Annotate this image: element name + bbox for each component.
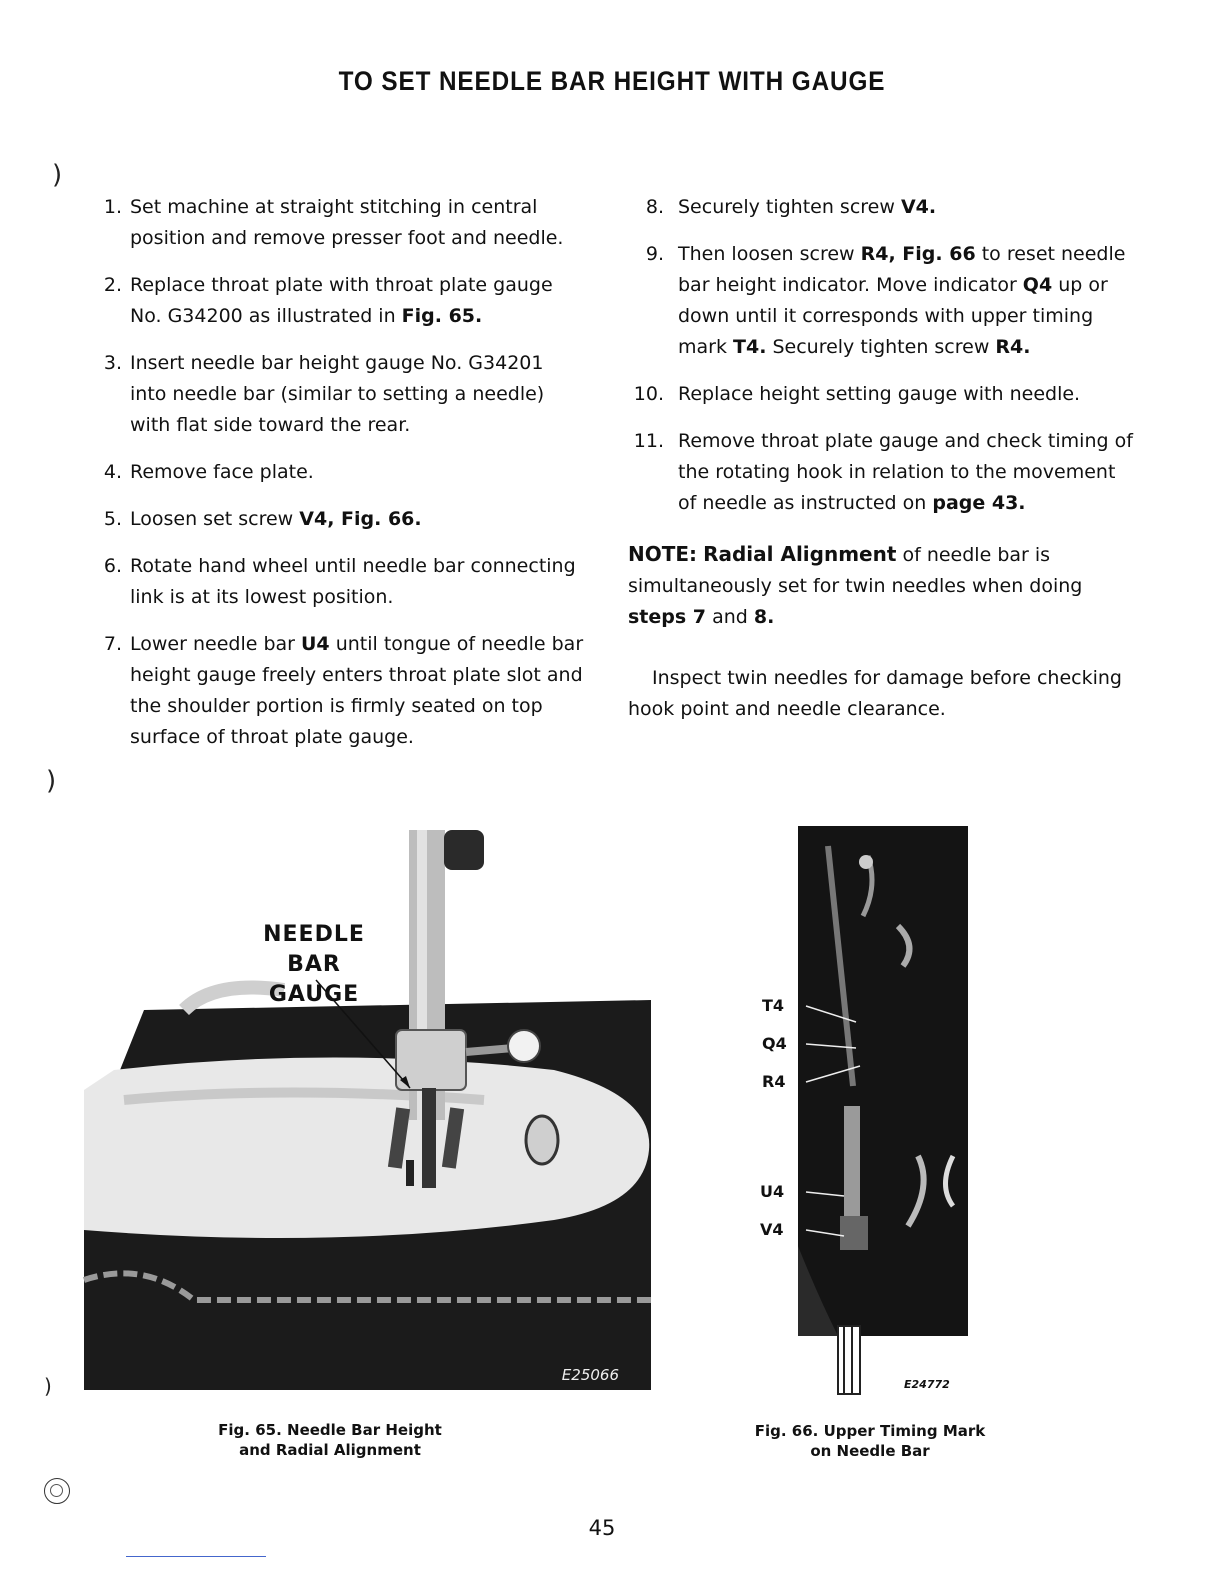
page-reference: page 43.	[932, 492, 1026, 514]
step-number: 8.	[645, 196, 664, 218]
step-11	[628, 426, 1133, 519]
part-reference: T4.	[733, 336, 767, 358]
note-text: of needle bar is simultaneously set for twin needles when doing	[628, 544, 1083, 597]
step-number: 10.	[633, 383, 664, 405]
step-7	[92, 629, 584, 753]
step-text: Remove face plate.	[130, 461, 314, 483]
step-text: Remove throat plate gauge and check timing of the rotating hook in relation to the movement of needle as instructed on	[678, 430, 1133, 514]
step-4	[92, 457, 584, 488]
step-text: until tongue of needle bar height gauge freely enters throat plate slot and the shoulder portion is firmly seated on top surface of throat plate gauge.	[130, 633, 584, 748]
step-text: Rotate hand wheel until needle bar connecting link is at its lowest position.	[130, 555, 576, 608]
step-text: Replace throat plate with throat plate gauge No. G34200 as illustrated in	[130, 274, 553, 327]
figure-66-caption	[720, 1421, 1020, 1461]
step-10	[628, 379, 1133, 410]
figure-66-photo	[760, 826, 968, 1394]
caption-line: on Needle Bar	[810, 1442, 930, 1460]
label-t4: T4	[762, 996, 785, 1015]
note-bold-phrase: Radial Alignment	[703, 542, 897, 566]
label-line: NEEDLE BAR	[263, 922, 365, 977]
step-text: Securely tighten screw	[678, 196, 901, 218]
page-title: TO SET NEEDLE BAR HEIGHT WITH GAUGE	[338, 66, 886, 96]
label-r4: R4	[762, 1072, 786, 1091]
part-reference: Q4	[1022, 274, 1053, 296]
step-text: Lower needle bar	[130, 633, 301, 655]
inspect-paragraph: Inspect twin needles for damage before checking hook point and needle clearance.	[628, 667, 1122, 720]
step-9	[628, 239, 1133, 363]
step-number: 3.	[103, 352, 122, 374]
label-u4: U4	[760, 1182, 785, 1201]
step-number: 9.	[645, 243, 664, 265]
caption-line: and Radial Alignment	[239, 1441, 421, 1459]
figure-65-photo	[84, 830, 651, 1390]
step-number: 1.	[103, 196, 122, 218]
figure-65-illustration	[84, 830, 651, 1390]
step-number: 4.	[103, 461, 122, 483]
step-number: 5.	[103, 508, 122, 530]
label-q4: Q4	[762, 1034, 787, 1053]
step-text: Set machine at straight stitching in central position and remove presser foot and needle.	[130, 196, 564, 249]
step-6	[92, 551, 584, 613]
note-paragraph	[628, 539, 1133, 633]
figure-reference: Fig. 65.	[401, 305, 483, 327]
left-column	[92, 192, 584, 769]
part-reference: R4, Fig. 66	[860, 243, 976, 265]
step-text: Replace height setting gauge with needle.	[678, 383, 1081, 405]
note-step-8: 8.	[753, 606, 775, 628]
step-text: Loosen set screw	[130, 508, 300, 530]
step-3	[92, 348, 584, 441]
margin-mark: )	[52, 160, 63, 190]
part-reference: R4.	[995, 336, 1031, 358]
step-number: 6.	[103, 555, 122, 577]
caption-line: Fig. 65. Needle Bar Height	[218, 1421, 442, 1439]
step-number: 2.	[103, 274, 122, 296]
step-text: Securely tighten screw	[766, 336, 996, 358]
margin-mark: )	[44, 1374, 52, 1398]
figure-66-illustration	[778, 826, 968, 1394]
figure-code: E25066	[561, 1366, 619, 1384]
figure-65-caption	[180, 1420, 480, 1460]
page-number: 45	[588, 1516, 616, 1540]
part-reference: V4.	[900, 196, 937, 218]
step-2	[92, 270, 584, 332]
step-8	[628, 192, 1133, 223]
step-number: 7.	[103, 633, 122, 655]
note-label: NOTE:	[628, 542, 698, 566]
figure-reference: V4, Fig. 66.	[299, 508, 422, 530]
caption-line: Fig. 66. Upper Timing Mark	[754, 1422, 986, 1440]
step-5	[92, 504, 584, 535]
step-text: to reset needle bar height indicator. Move indicator	[678, 243, 1126, 296]
right-column	[628, 192, 1133, 725]
step-1	[92, 192, 584, 254]
margin-mark: )	[46, 766, 57, 796]
part-reference: U4	[301, 633, 330, 655]
step-number: 11.	[633, 430, 664, 452]
figure-code: E24772	[904, 1378, 950, 1391]
label-v4: V4	[760, 1220, 784, 1239]
step-text: Insert needle bar height gauge No. G34201 into needle bar (similar to setting a needle) with flat side toward the rear.	[130, 352, 545, 436]
step-text: Then loosen screw	[678, 243, 861, 265]
note-steps: steps 7	[628, 606, 707, 628]
seal-icon	[44, 1478, 70, 1504]
label-line: GAUGE	[268, 982, 360, 1007]
note-text: and	[706, 606, 754, 628]
needle-bar-gauge-label	[234, 920, 394, 1010]
step-text: up or down until it corresponds with upper timing mark	[678, 274, 1108, 358]
footer-rule	[126, 1556, 266, 1557]
